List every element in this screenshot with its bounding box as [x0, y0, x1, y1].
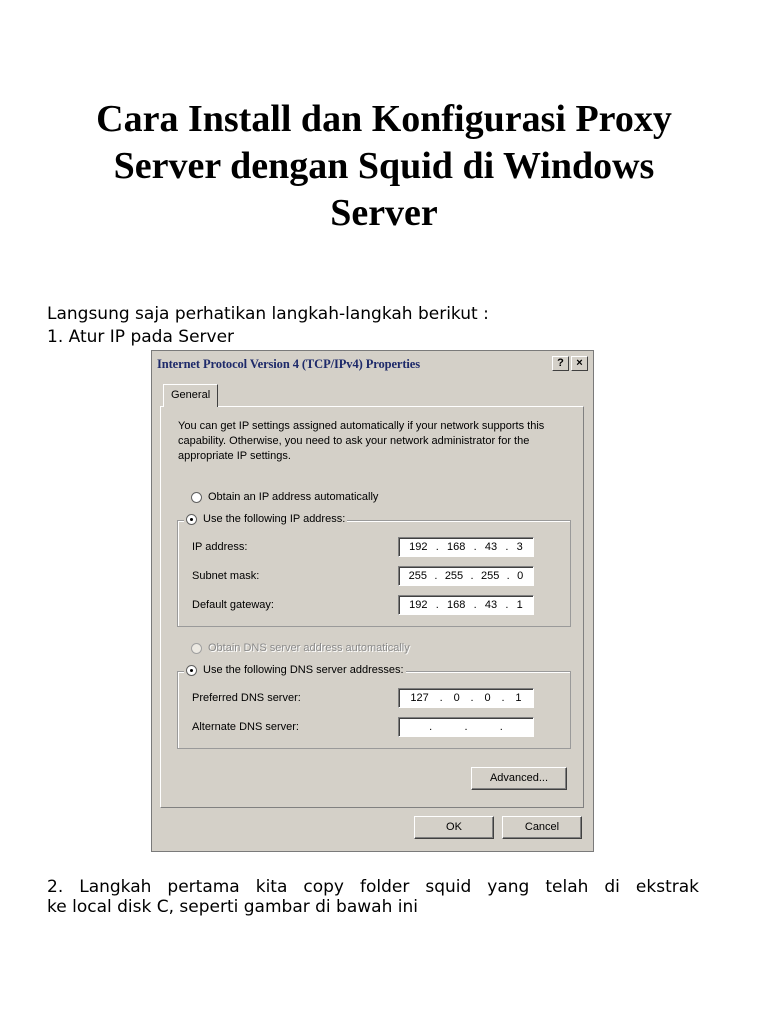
alternate-dns-row — [192, 717, 570, 737]
help-button[interactable]: ? — [552, 356, 569, 371]
radio-auto-dns-row — [191, 642, 410, 654]
radio-manual-dns-label: Use the following DNS server addresses: — [203, 664, 404, 676]
ip-octet: 0 — [453, 692, 460, 704]
ip-dot: . — [506, 570, 510, 582]
ip-dot: . — [464, 721, 468, 733]
ip-octet: 255 — [408, 570, 428, 582]
radio-auto-dns-label: Obtain DNS server address automatically — [208, 642, 410, 654]
ip-octet: 168 — [447, 541, 466, 553]
ip-address-input[interactable] — [398, 537, 534, 557]
dns-group — [177, 664, 571, 749]
ip-address-group — [177, 513, 571, 627]
ip-octet: 43 — [484, 599, 498, 611]
ip-dot: . — [501, 692, 505, 704]
ip-dot: . — [470, 570, 474, 582]
preferred-dns-row — [192, 688, 570, 708]
ip-address-row — [192, 537, 570, 557]
ip-octet: 0 — [517, 570, 524, 582]
ip-octet: 255 — [444, 570, 464, 582]
radio-auto-dns — [191, 643, 202, 654]
ip-octet: 0 — [484, 692, 491, 704]
general-panel — [160, 406, 584, 808]
default-gateway-label: Default gateway: — [192, 599, 274, 611]
page-title — [40, 96, 728, 237]
radio-manual-ip-label: Use the following IP address: — [203, 513, 346, 525]
ip-octet: 168 — [447, 599, 466, 611]
default-gateway-input[interactable] — [398, 595, 534, 615]
radio-manual-ip[interactable] — [186, 514, 197, 525]
radio-manual-dns-row[interactable] — [184, 664, 406, 676]
ip-dot: . — [435, 541, 439, 553]
intro-paragraph: Langsung saja perhatikan langkah-langkah berikut : — [47, 304, 489, 324]
radio-auto-ip[interactable] — [191, 492, 202, 503]
title-line: Cara Install dan Konfigurasi Proxy — [96, 98, 672, 140]
subnet-mask-label: Subnet mask: — [192, 570, 260, 582]
alternate-dns-input[interactable] — [398, 717, 534, 737]
dialog-description: You can get IP settings assigned automatically if your network supports this capability. Otherwise, you need to ask your network administrator for the appropriate IP settings. — [178, 420, 545, 462]
close-button[interactable]: × — [571, 356, 588, 371]
ip-octet: 3 — [516, 541, 523, 553]
radio-auto-ip-label: Obtain an IP address automatically — [208, 491, 379, 503]
ip-dot: . — [505, 599, 509, 611]
ip-octet: 43 — [484, 541, 498, 553]
step-1-text: 1. Atur IP pada Server — [47, 327, 235, 347]
title-line: Server dengan Squid di Windows — [113, 145, 655, 187]
default-gateway-row — [192, 595, 570, 615]
preferred-dns-input[interactable] — [398, 688, 534, 708]
step-2-line: ke local disk C, seperti gambar di bawah ini — [47, 897, 418, 917]
subnet-mask-input[interactable] — [398, 566, 534, 586]
dialog-title: Internet Protocol Version 4 (TCP/IPv4) Properties — [157, 356, 420, 371]
tab-general[interactable]: General — [163, 384, 218, 407]
ip-octet: 192 — [409, 599, 428, 611]
step-2-text — [47, 877, 699, 917]
ip-address-label: IP address: — [192, 541, 248, 553]
step-2-line: 2. Langkah pertama kita copy folder squid yang telah di ekstrak — [47, 877, 699, 897]
ip-dot: . — [470, 692, 474, 704]
preferred-dns-label: Preferred DNS server: — [192, 692, 301, 704]
ok-button[interactable]: OK — [414, 816, 494, 839]
ip-octet: 127 — [410, 692, 429, 704]
ip-dot: . — [473, 541, 477, 553]
subnet-mask-row — [192, 566, 570, 586]
ip-dot: . — [499, 721, 503, 733]
alternate-dns-label: Alternate DNS server: — [192, 721, 299, 733]
ip-dot: . — [439, 692, 443, 704]
ip-octet: 255 — [480, 570, 500, 582]
radio-auto-ip-row[interactable] — [191, 491, 378, 503]
ip-dot: . — [505, 541, 509, 553]
advanced-button[interactable]: Advanced... — [471, 767, 567, 790]
radio-manual-ip-row[interactable] — [184, 513, 347, 525]
dialog-titlebar — [155, 354, 590, 374]
ip-dot: . — [435, 599, 439, 611]
ip-octet: 192 — [409, 541, 428, 553]
ip-dot: . — [434, 570, 438, 582]
ip-dot: . — [429, 721, 433, 733]
ip-octet: 1 — [515, 692, 522, 704]
ipv4-properties-dialog — [151, 350, 594, 852]
cancel-button[interactable]: Cancel — [502, 816, 582, 839]
ip-dot: . — [473, 599, 477, 611]
ip-octet: 1 — [516, 599, 523, 611]
title-line: Server — [330, 192, 438, 234]
radio-manual-dns[interactable] — [186, 665, 197, 676]
